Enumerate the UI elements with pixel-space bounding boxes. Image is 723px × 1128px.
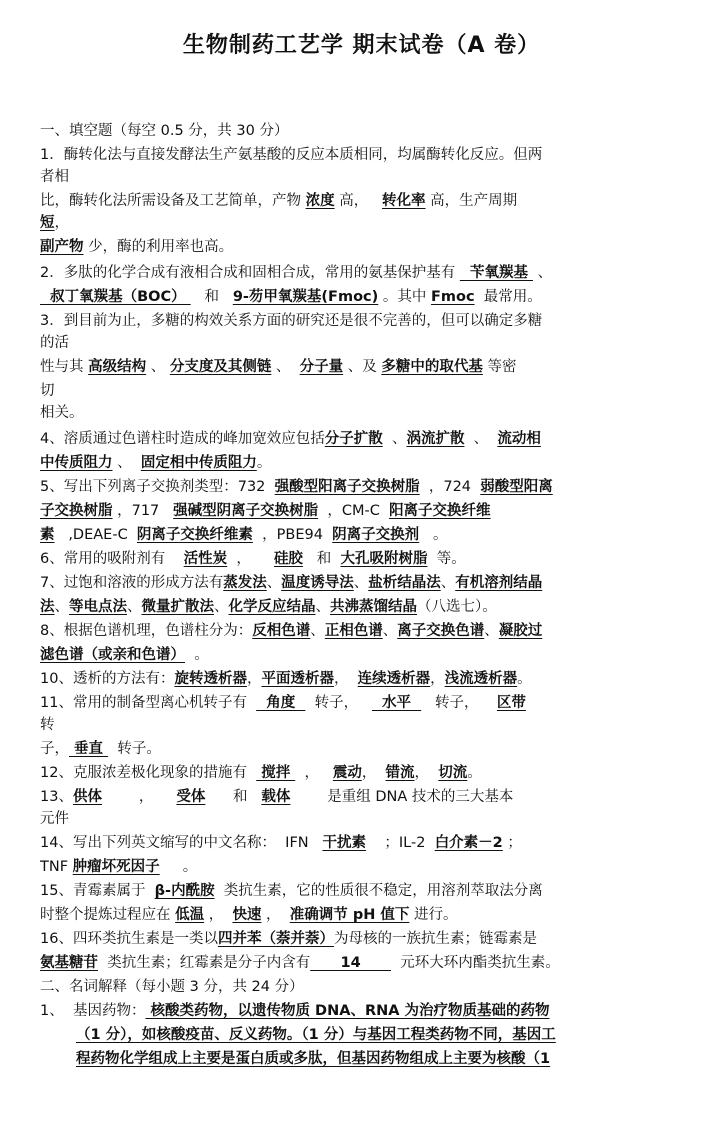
answer-zhongliu: 肿瘤坏死因子 <box>72 859 160 875</box>
question-4-line-2 <box>40 452 700 474</box>
answer-fanxiang: 反相色谱 <box>252 623 311 639</box>
question-5-line-1 <box>40 476 700 498</box>
answer-boc: 叔丁氧羰基（BOC） <box>40 289 191 305</box>
answer-ganraosu: 干扰素 <box>322 835 366 851</box>
text: 、 <box>382 431 407 447</box>
answer-dakong: 大孔吸附树脂 <box>340 551 428 567</box>
text: 。 <box>159 859 198 875</box>
question-1-line-4 <box>40 212 700 234</box>
answer-zhengfa: 蒸发法 <box>223 575 267 591</box>
question-11-line-3 <box>40 738 700 760</box>
text: 15、青霉素属于 <box>40 883 155 899</box>
text: ， <box>54 215 69 231</box>
question-10-line-1 <box>40 668 700 690</box>
answer-neixian-an: β-内酰胺 <box>154 883 215 899</box>
answer-732: 强酸型阳离子交换树脂 <box>274 479 420 495</box>
text: 等密 <box>482 359 517 375</box>
section-header-fill-blank: 一、填空题（每空 0.5 分，共 30 分） <box>40 123 289 139</box>
text: ， <box>101 789 177 805</box>
text: ； <box>502 835 522 851</box>
text: ,DEAE-C <box>54 527 137 543</box>
question-1-line-5 <box>40 236 700 258</box>
question-1-line-3 <box>40 190 700 212</box>
answer-pingmian: 平面透析器 <box>261 671 334 687</box>
text: 、 <box>484 623 499 639</box>
answer-724-cont: 子交换树脂 <box>40 503 113 519</box>
definition-text: 核酸类药物，以遗传物质 DNA、RNA 为治疗物质基础的药物 <box>145 1003 550 1019</box>
answer-fenzikuosan: 分子扩散 <box>324 431 383 447</box>
answer-zaiti: 载体 <box>261 789 291 805</box>
answer-cbz: 苄氧羰基 <box>459 265 533 281</box>
question-16-line-2 <box>40 952 700 974</box>
text: 、 <box>533 265 553 281</box>
question-7-line-2 <box>40 596 700 618</box>
answer-diwen: 低温 <box>175 907 205 923</box>
text: ， <box>414 765 439 781</box>
answer-14: 14 <box>310 955 391 971</box>
question-3-line-3 <box>40 356 700 378</box>
answer-cuoliu: 错流 <box>385 765 415 781</box>
definition-1-line-2 <box>76 1024 700 1046</box>
text: 元环大环内酯类抗生素。 <box>390 955 560 971</box>
definition-text: 程药物化学组成上主要是蛋白质或多肽，但基因药物组成上主要为核酸（1 <box>76 1051 551 1067</box>
text: 。 <box>467 765 482 781</box>
answer-kuaisu: 快速 <box>232 907 262 923</box>
answer-huoxingtan: 活性炭 <box>183 551 228 567</box>
question-3-line-4: 切 <box>40 383 55 399</box>
text: ， <box>361 765 386 781</box>
question-2-line-2 <box>40 286 700 308</box>
answer-baijiesu: 白介素－2 <box>434 835 503 851</box>
answer-cmc-cont: 素 <box>40 527 55 543</box>
answer-zhengxiang: 正相色谱 <box>324 623 383 639</box>
text: 、 <box>146 359 170 375</box>
answer-liudongxiang-cont: 中传质阻力 <box>40 455 113 471</box>
question-12-line-1 <box>40 762 700 784</box>
text: 转子。 <box>108 741 161 757</box>
question-13-line-1 <box>40 786 700 808</box>
text: 类抗生素，它的性质很不稳定，用溶剂萃取法分离 <box>214 883 543 899</box>
answer-weiliang: 微量扩散法 <box>141 599 214 615</box>
text: 7、过饱和溶液的形成方法有 <box>40 575 224 591</box>
text: ， <box>333 671 358 687</box>
answer-pbe94: 阴离子交换剂 <box>332 527 420 543</box>
text: 、 <box>112 455 141 471</box>
text: ，717 <box>112 503 174 519</box>
text: 。 <box>517 671 532 687</box>
question-3-line-1: 3．到目前为止，多糖的构效关系方面的研究还是很不完善的，但可以确定多糖 <box>40 313 543 329</box>
text: ， <box>204 907 233 923</box>
text: 11、常用的制备型离心机转子有 <box>40 695 257 711</box>
answer-qudaiji: 多糖中的取代基 <box>381 359 483 375</box>
text: 高，生产周期 <box>425 193 518 209</box>
question-3-line-5: 相关。 <box>40 405 84 421</box>
text: 少，酶的利用率也高。 <box>83 239 234 255</box>
text: 10、透析的方法有： <box>40 671 175 687</box>
answer-qudai: 区带 <box>496 695 526 711</box>
answer-duan: 短 <box>40 215 55 231</box>
answer-gongfei: 共沸蒸馏结晶 <box>330 599 417 615</box>
answer-fuchanwu: 副产物 <box>40 239 84 255</box>
answer-717: 强碱型阴离子交换树脂 <box>173 503 319 519</box>
text: 、及 <box>343 359 382 375</box>
definition-1-line-3 <box>76 1048 700 1070</box>
question-1-line-2: 者相 <box>40 169 69 185</box>
question-14-line-1 <box>40 832 700 854</box>
answer-dengdiandian: 等电点法 <box>69 599 127 615</box>
question-3-line-2: 的活 <box>40 335 69 351</box>
text: 4、溶质通过色谱柱时造成的峰加宽效应包括 <box>40 431 325 447</box>
text: ， <box>246 671 262 687</box>
question-8-line-2 <box>40 644 700 666</box>
question-16-line-1 <box>40 928 700 950</box>
question-15-line-1 <box>40 880 700 902</box>
section-header-definitions: 二、名词解释（每小题 3 分，共 24 分） <box>40 979 304 995</box>
question-14-line-2 <box>40 856 700 878</box>
text: TNF <box>40 859 73 875</box>
answer-zhuanhualv: 转化率 <box>382 193 426 209</box>
text: 、 <box>382 623 398 639</box>
text: 和 <box>205 789 262 805</box>
text: 16、四环类抗生素是一类以 <box>40 931 218 947</box>
text: 为母核的一族抗生素；链霉素是 <box>333 931 537 947</box>
text: ，724 <box>419 479 481 495</box>
text: 子， <box>40 741 69 757</box>
answer-sibingben: 四并苯（萘并萘） <box>217 931 334 947</box>
text: 和 <box>302 551 341 567</box>
text: 、 <box>464 431 498 447</box>
answer-yanxi: 盐析结晶法 <box>368 575 441 591</box>
answer-qianliu: 浅流透析器 <box>444 671 518 687</box>
text: 、 <box>271 359 300 375</box>
question-6-line-1 <box>40 548 700 570</box>
answer-fenzhidu: 分支度及其侧链 <box>169 359 272 375</box>
text: 高， <box>334 193 383 209</box>
text: 12、克服浓差极化现象的措施有 <box>40 765 257 781</box>
answer-shouti: 受体 <box>176 789 206 805</box>
text: 、 <box>315 599 330 615</box>
text: 5、写出下列离子交换剂类型：732 <box>40 479 275 495</box>
answer-huaxue: 化学反应结晶 <box>228 599 316 615</box>
text: 转子， <box>421 695 497 711</box>
definition-label: 1、 基因药物： <box>40 1003 146 1019</box>
question-11-line-1 <box>40 692 700 714</box>
answer-gaojijiegou: 高级结构 <box>88 359 147 375</box>
text: 、 <box>440 575 456 591</box>
text: 。其中 <box>378 289 431 305</box>
text: 6、常用的吸附剂有 <box>40 551 184 567</box>
answer-fmoc-2: Fmoc <box>430 289 475 305</box>
answer-youji-cont: 法 <box>40 599 55 615</box>
answer-qieliu: 切流 <box>438 765 468 781</box>
question-7-line-1 <box>40 572 700 594</box>
text: 性与其 <box>40 359 89 375</box>
answer-ningjiao-cont: 滤色谱（或亲和色谱） <box>40 647 185 663</box>
answer-guijiao: 硅胶 <box>273 551 303 567</box>
answer-xuanzhuan: 旋转透析器 <box>174 671 247 687</box>
answer-ningjiao: 凝胶过 <box>498 623 543 639</box>
text: （八选七）。 <box>417 599 497 615</box>
answer-fmoc: 9-芴甲氧羰基(Fmoc) <box>232 289 379 305</box>
definition-text: （1 分），如核酸疫苗、反义药物。（1 分）与基因工程类药物不同，基因工 <box>76 1027 556 1043</box>
question-13-line-2: 元件 <box>40 811 69 827</box>
text: 等。 <box>427 551 466 567</box>
answer-lianxu: 连续透析器 <box>357 671 431 687</box>
answer-wendu: 温度诱导法 <box>281 575 354 591</box>
text: 2．多肽的化学合成有液相合成和固相合成，常用的氨基保护基有 <box>40 265 460 281</box>
question-5-line-2 <box>40 500 700 522</box>
answer-chuizhi: 垂直 <box>69 741 109 757</box>
text: 。 <box>256 455 272 471</box>
text: 、 <box>127 599 142 615</box>
question-1-line-1: 1．酶转化法与直接发酵法生产氨基酸的反应本质相同，均属酶转化反应。但两 <box>40 147 543 163</box>
text: ，PBE94 <box>252 527 333 543</box>
text: 比，酶转化法所需设备及工艺简单，产物 <box>40 193 306 209</box>
answer-shuiping: 水平 <box>371 695 422 711</box>
text: 最常用。 <box>474 289 542 305</box>
definition-1-line-1 <box>40 1000 700 1022</box>
answer-gudingxiang: 固定相中传质阻力 <box>140 455 257 471</box>
question-8-line-1 <box>40 620 700 642</box>
answer-anjitanggan: 氨基糖苷 <box>40 955 98 971</box>
answer-liudongxiang: 流动相 <box>497 431 541 447</box>
text: ，CM-C <box>318 503 390 519</box>
answer-lizi: 离子交换色谱 <box>397 623 485 639</box>
text: 进行。 <box>409 907 458 923</box>
text: 8、根据色谱机理，色谱柱分为： <box>40 623 253 639</box>
answer-jiaoban: 搅拌 <box>256 765 296 781</box>
answer-zhendong: 震动 <box>332 765 362 781</box>
text: 。 <box>185 647 209 663</box>
text: 和 <box>190 289 233 305</box>
question-5-line-3 <box>40 524 700 546</box>
text: 、 <box>214 599 229 615</box>
answer-ph: 准确调节 pH 值下 <box>289 907 410 923</box>
answer-nongdu: 浓度 <box>305 193 335 209</box>
question-15-line-2 <box>40 904 700 926</box>
text: 类抗生素；红霉素是分子内含有 <box>98 955 311 971</box>
answer-cmc: 阳离子交换纤维 <box>389 503 491 519</box>
text: 、 <box>266 575 282 591</box>
question-4-line-1 <box>40 428 700 450</box>
text: 、 <box>353 575 369 591</box>
text: ；IL-2 <box>365 835 435 851</box>
answer-youji: 有机溶剂结晶 <box>455 575 543 591</box>
text: ， <box>227 551 274 567</box>
text: ， <box>261 907 290 923</box>
text: 13、 <box>40 789 73 805</box>
answer-woliukuosan: 涡流扩散 <box>406 431 465 447</box>
answer-fenziliang: 分子量 <box>299 359 344 375</box>
text: 是重组 DNA 技术的三大基本 <box>290 789 514 805</box>
text: ， <box>430 671 445 687</box>
text: 时整个提炼过程应在 <box>40 907 176 923</box>
question-2-line-1 <box>40 262 700 284</box>
question-11-line-2: 转 <box>40 717 55 733</box>
text: 14、写出下列英文缩写的中文名称： IFN <box>40 835 323 851</box>
text: 转子， <box>305 695 372 711</box>
answer-jiaodu: 角度 <box>256 695 306 711</box>
text: 、 <box>54 599 69 615</box>
text: 、 <box>310 623 325 639</box>
answer-deae: 阴离子交换纤维素 <box>136 527 253 543</box>
answer-gongti: 供体 <box>72 789 102 805</box>
page-title: 生物制药工艺学 期末试卷（A 卷） <box>182 33 541 58</box>
text: 。 <box>419 527 448 543</box>
answer-724: 弱酸型阳离 <box>480 479 553 495</box>
text: ， <box>295 765 333 781</box>
